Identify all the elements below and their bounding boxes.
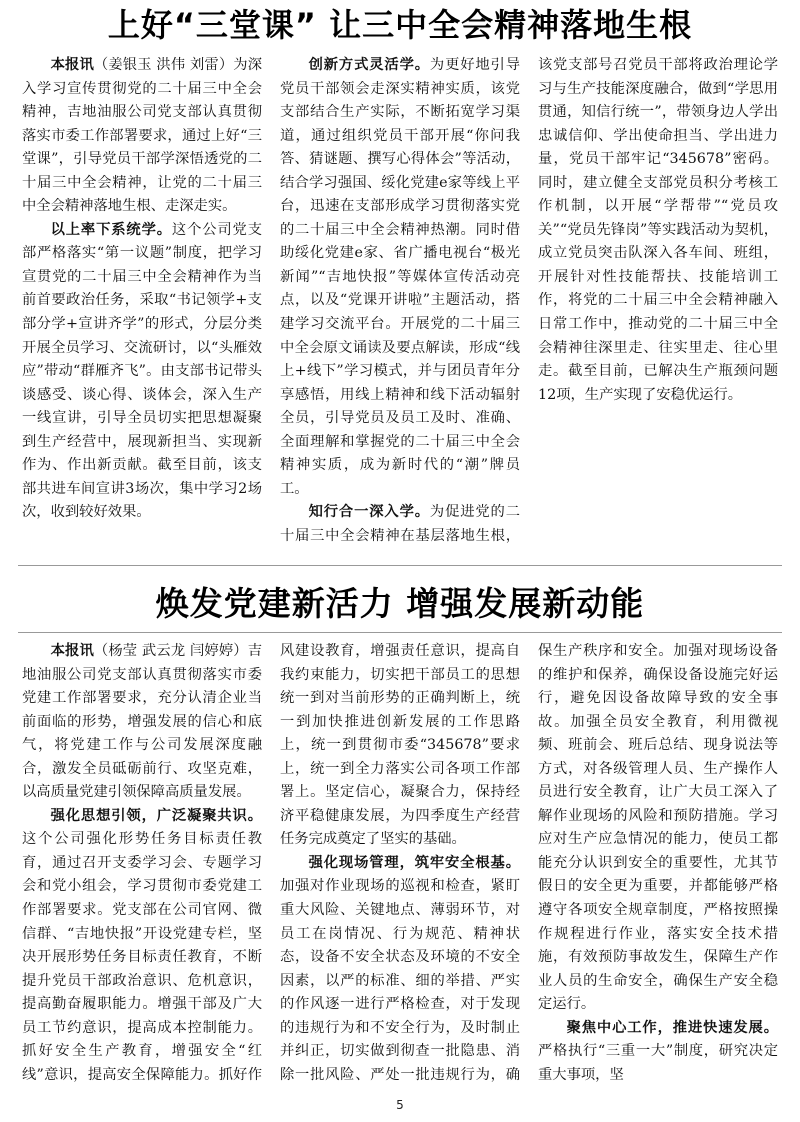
paragraph-lead: 强化现场管理，筑牢安全根基。 [308,854,520,871]
paragraph-text: （姜银玉 洪伟 刘雷）为深入学习宣传贯彻党的二十届三中全会精神，吉地油服公司党支部认真贯彻落实市委工作部署要求，通过上好“三堂课”，引导党员干部学深悟透党的二十届三中全会精神，让党的二十届三中全会精神落地生根、走深走实。 [22,57,263,215]
article-1-headline: 上好“三堂课” 让三中全会精神落地生根 [107,6,693,44]
article-1-paragraph-2 [22,219,262,525]
paragraph-text: 为促进党的二十届三中全会精神在基层落地生根，该党支部号召党员干部将政治理论学习与生产技能深度融合，做到“学思用贯通，知信行统一”，带领身边人学出忠诚信仰、学出使命担当、学出进力量，党员干部牢记“345678”密码。同时，建立健全支部党员积分考核工作机制，以开展“学帮带”“党员攻关”“党员先锋岗”等实践活动为契机，成立党员突击队深入各车间、班组，开展针对性技能帮扶、技能培训工作，将党的二十届三中全会精神融入日常工作中，推动党的二十届三中全会精神往深里走、往实里走、往心里走。截至目前，已解决生产瓶颈问题12项，生产实现了安稳优运行。 [280,57,778,544]
paragraph-lead: 知行合一深入学。 [308,504,430,521]
headline-divider [18,632,782,633]
paragraph-text: 加强对作业现场的巡视和检查，紧盯重大风险、关键地点、薄弱环节，对员工在岗情况、行为规范、精神状态，设备不安全状态及环境的不安全因素，以严的标准、细的举措、严实的作风逐一进行严格检查，对于发现的违规行为和不安全行为，及时制止并纠正，切实做到彻查一批隐患、消除一批风险、严处一批违规行为，确保生产秩序和安全。加强对现场设备的维护和保养，确保设备设施完好运行，避免因设备故障导致的安全事故。加强全员安全教育，利用微视频、班前会、班后总结、现身说法等方式，对各级管理人员、生产操作人员进行安全教育，让广大员工深入了解作业现场的风险和预防措施。学习应对生产应急情况的能力，使员工都能充分认识到安全的重要性，尤其节假日的安全更为重要，并都能够严格遵守各项安全规章制度，严格按照操作规程进行作业，落实安全技术措施，有效预防事故发生，保障生产作业人员的生命安全，确保生产安全稳定运行。 [280,643,778,1083]
paragraph-lead: 本报讯 [50,643,94,659]
article-2-paragraph-1 [22,640,262,805]
paragraph-lead: 本报讯 [50,57,94,73]
article-1 [22,54,778,559]
page-number: 5 [396,1098,404,1112]
article-2 [22,640,778,1100]
paragraph-text: 这个公司党支部严格落实“第一议题”制度，把学习宣贯党的二十届三中全会精神作为当前首要政治任务，采取“书记领学+支部分学+宣讲齐学”的形式，分层分类开展全员学习、交流研讨，以“头雁效应”带动“群雁齐飞”。由支部书记带头谈感受、谈心得、谈体会，深入生产一线宣讲，引导全员切实把思想凝聚到生产经营中，展现新担当、实现新作为、作出新贡献。截至目前，该支部共进车间宣讲3场次，集中学习2场次，收到较好效果。 [22,221,263,521]
paragraph-text: 这个公司强化形势任务目标责任教育，通过召开支委学习会、专题学习会和党小组会，学习贯彻市委党建工作部署要求。党支部在公司官网、微信群、“吉地快报”开设党建专栏，坚决开展形势任务目标责任教育，不断提升党员干部政治意识、危机意识，提高勤奋履职能力。增强干部及广大员工节约意识，提高成本控制能力。抓好安全生产教育，增强安全“红线”意识，提高安全保障能力。抓好作风建设教育，增强责任意识，提高自我约束能力，切实把干部员工的思想统一到对当前形势的正确判断上，统一到加快推进创新发展的工作思路上，统一到贯彻市委“345678”要求上，统一到全力落实公司各项工作部署上。坚定信心，凝聚合力，保持经济平稳健康发展，为四季度生产经营任务完成奠定了坚实的基础。 [22,643,520,1083]
article-1-paragraph-3 [280,54,520,501]
article-2-headline: 焕发党建新活力 增强发展新动能 [155,584,645,623]
paragraph-text: 为更好地引导党员干部领会走深实精神实质，该党支部结合生产实际，不断拓宽学习渠道，通过组织党员干部开展“你问我答、猜谜题、撰写心得体会”等活动，结合学习强国、绥化党建e家等线上平台，迅速在支部形成学习贯彻落实党的二十届三中全会精神热潮。同时借助绥化党建e家、省广播电视台“极光新闻”“吉地快报”等媒体宣传活动亮点，以及“党课开讲啦”主题活动，搭建学习交流平台。开展党的二十届三中全会原文诵读及要点解读，形成“线上+线下”学习模式，并与团员青年分享感悟，用线上精神和线下活动辐射全员，引导党员及员工及时、准确、全面理解和掌握党的二十届三中全会精神实质，成为新时代的“潮”牌员工。 [280,57,521,497]
paragraph-text: （杨莹 武云龙 闫婷婷）吉地油服公司党支部认真贯彻落实市委党建工作部署要求，充分认清企业当前面临的形势，增强发展的信心和底气，将党建工作与公司发展深度融合，激发全员砥砺前行、攻坚克难，以高质量党建引领保障高质量发展。 [22,643,263,801]
section-divider [18,565,782,566]
article-2-body [22,640,778,1100]
article-2-paragraph-4 [538,1017,778,1088]
paragraph-lead: 以上率下系统学。 [50,221,172,238]
article-1-body [22,54,778,559]
article-1-paragraph-1 [22,54,262,219]
paragraph-lead: 创新方式灵活学。 [308,57,430,73]
paragraph-text: 严格执行“三重一大”制度，研究决定重大事项，坚 [538,1043,778,1083]
paragraph-lead: 强化思想引领，广泛凝聚共识。 [50,807,262,824]
paragraph-lead: 聚焦中心工作，推进快速发展。 [566,1019,778,1036]
